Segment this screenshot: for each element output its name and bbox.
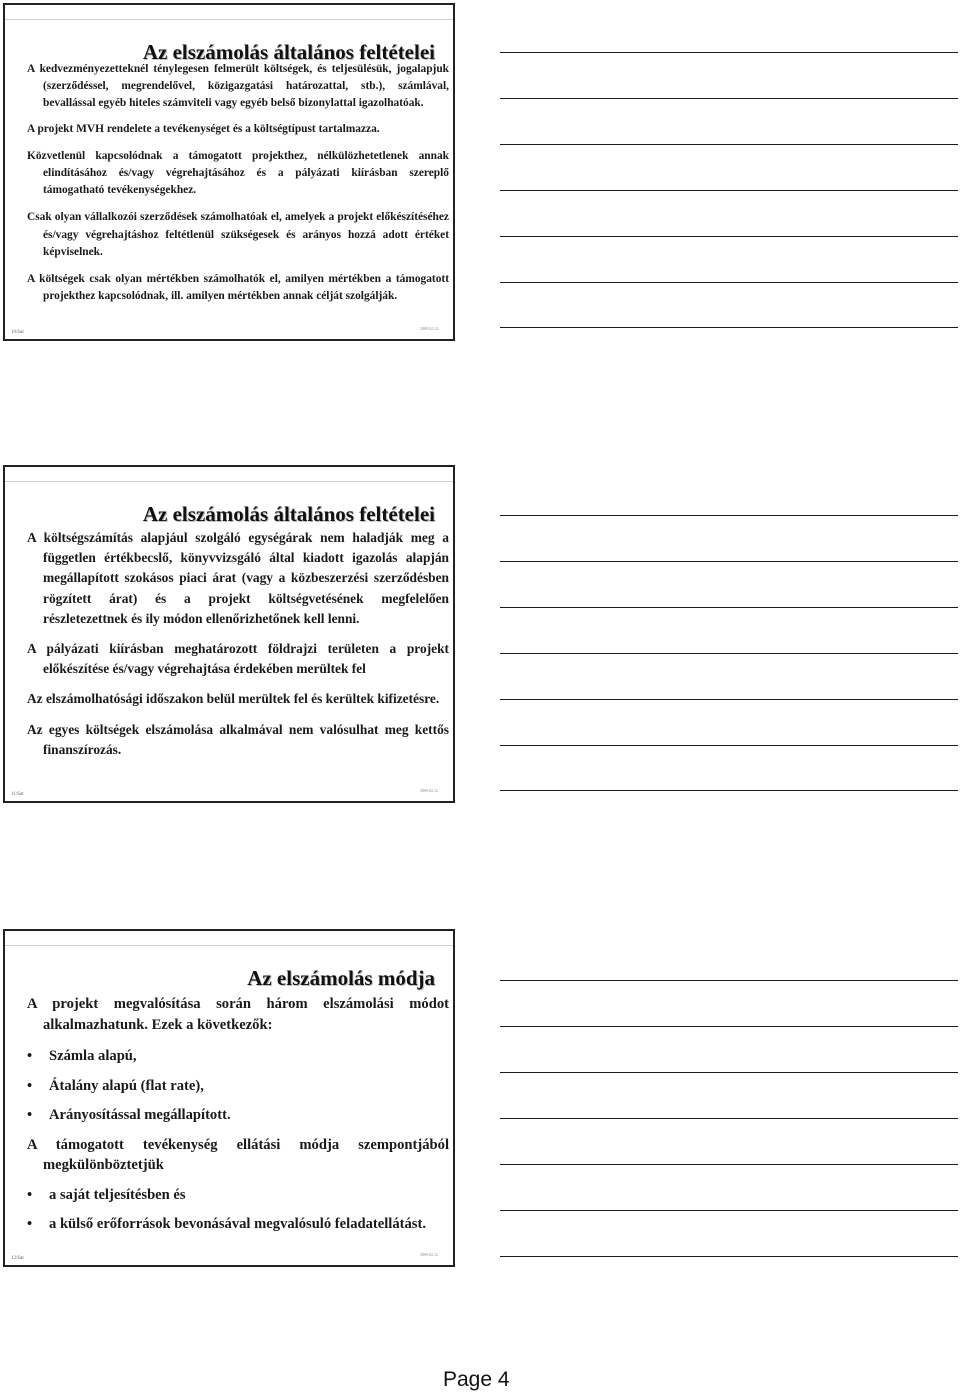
slide-number: 12/Sat (11, 1256, 24, 1261)
paragraph: A költségek csak olyan mértékben számolhatók el, amilyen mértékben a támogatott projekthez kapcsolódnak, ill. amilyen mértékben annak célját szolgálják. (27, 273, 449, 303)
slide-10 (3, 3, 455, 341)
notes-line (500, 190, 958, 191)
slide-number: 10/Sat (11, 330, 24, 335)
notes-line (500, 98, 958, 99)
slide-title: Az elszámolás általános feltételei (142, 502, 435, 526)
bullet-icon: • (27, 1107, 33, 1123)
slide-11 (3, 465, 455, 803)
paragraph: Csak olyan vállalkozói szerződések számolhatóak el, amelyek a projekt előkészítéséhez és/vagy végrehajtáshoz feltétlenül szükségesek és arányos hozzá adott értéket képviselnek. (27, 211, 449, 258)
notes-line (500, 1164, 958, 1165)
list-item: • Számla alapú, (27, 1046, 449, 1067)
slide-date-stamp: 2009.02.12. (420, 788, 439, 793)
notes-line (500, 1118, 958, 1119)
slide-body (27, 994, 449, 1235)
slide-body (27, 61, 449, 305)
slide-top-rule (5, 481, 453, 482)
slide-body (27, 528, 449, 760)
list-item: • Átalány alapú (flat rate), (27, 1076, 449, 1097)
slide-12 (3, 929, 455, 1267)
paragraph: A támogatott tevékenység ellátási módja szempontjából megkülönböztetjük (27, 1136, 449, 1173)
slide-title: Az elszámolás módja (247, 966, 435, 990)
paragraph: Az elszámolhatósági időszakon belül merültek fel és kerültek kifizetésre. (27, 691, 440, 707)
notes-line (500, 236, 958, 237)
bullet-icon: • (27, 1186, 33, 1203)
notes-line (500, 52, 958, 53)
slide-date-stamp: 2009.02.12. (420, 1252, 439, 1257)
notes-line (500, 1210, 958, 1211)
notes-line (500, 653, 958, 654)
paragraph: A költségszámítás alapjául szolgáló egységárak nem haladják meg a független értékbecslő, könyvvizsgáló által kiadott igazolás alapján megállapított szokásos piaci árat (vagy a közbeszerzési szerződésben rögzített árat) és a projekt költségvetésének megfelelően részletezettnek és ily módon ellenőrizhetőnek kell lenni. (27, 530, 449, 626)
notes-line (500, 1026, 958, 1027)
bullet-icon: • (27, 1077, 33, 1094)
notes-line (500, 327, 958, 328)
paragraph: A pályázati kiírásban meghatározott földrajzi területen a projekt előkészítése és/vagy végrehajtása érdekében merültek fel (27, 641, 449, 677)
list-item: • a külső erőforrások bevonásával megvalósuló feladatellátást. (27, 1214, 449, 1235)
slide-top-rule (5, 945, 453, 946)
notes-line (500, 561, 958, 562)
notes-line (500, 1072, 958, 1073)
notes-line (500, 607, 958, 608)
paragraph: A projekt megvalósítása során három elszámolási módot alkalmazhatunk. Ezek a következők: (27, 996, 449, 1033)
paragraph: A kedvezményezetteknél ténylegesen felmerült költségek, és teljesülésük, jogalapjuk (szerződéssel, megrendelővel, közigazgatási határozattal, stb.), számlával, bevallással egyéb hiteles számviteli vagy egyéb belső bizonylattal igazolhatóak. (27, 63, 449, 110)
slide-date-stamp: 2009.02.12. (420, 326, 439, 331)
bullet-icon: • (27, 1216, 33, 1232)
slide-number: 11/Sat (11, 792, 24, 797)
page-number: Page 4 (443, 1368, 510, 1391)
list-item: • Arányosítással megállapított. (27, 1105, 449, 1126)
notes-line (500, 515, 958, 516)
paragraph: Közvetlenül kapcsolódnak a támogatott projekthez, nélkülözhetetlenek annak elindításához és/vagy végrehajtásához és a pályázati kiírásban szereplő támogatható tevékenységekhez. (27, 149, 449, 197)
notes-line (500, 745, 958, 746)
notes-line (500, 699, 958, 700)
notes-line (500, 1256, 958, 1257)
bullet-icon: • (27, 1048, 33, 1064)
notes-line (500, 980, 958, 981)
paragraph: Az egyes költségek elszámolása alkalmával nem valósulhat meg kettős finanszírozás. (27, 721, 449, 757)
notes-line (500, 282, 958, 283)
list-item: • a saját teljesítésben és (27, 1185, 449, 1206)
notes-line (500, 790, 958, 791)
slide-title: Az elszámolás általános feltételei (142, 40, 435, 64)
paragraph: A projekt MVH rendelete a tevékenységet és a költségtípust tartalmazza. (27, 122, 380, 135)
notes-line (500, 144, 958, 145)
slide-top-rule (5, 19, 453, 20)
